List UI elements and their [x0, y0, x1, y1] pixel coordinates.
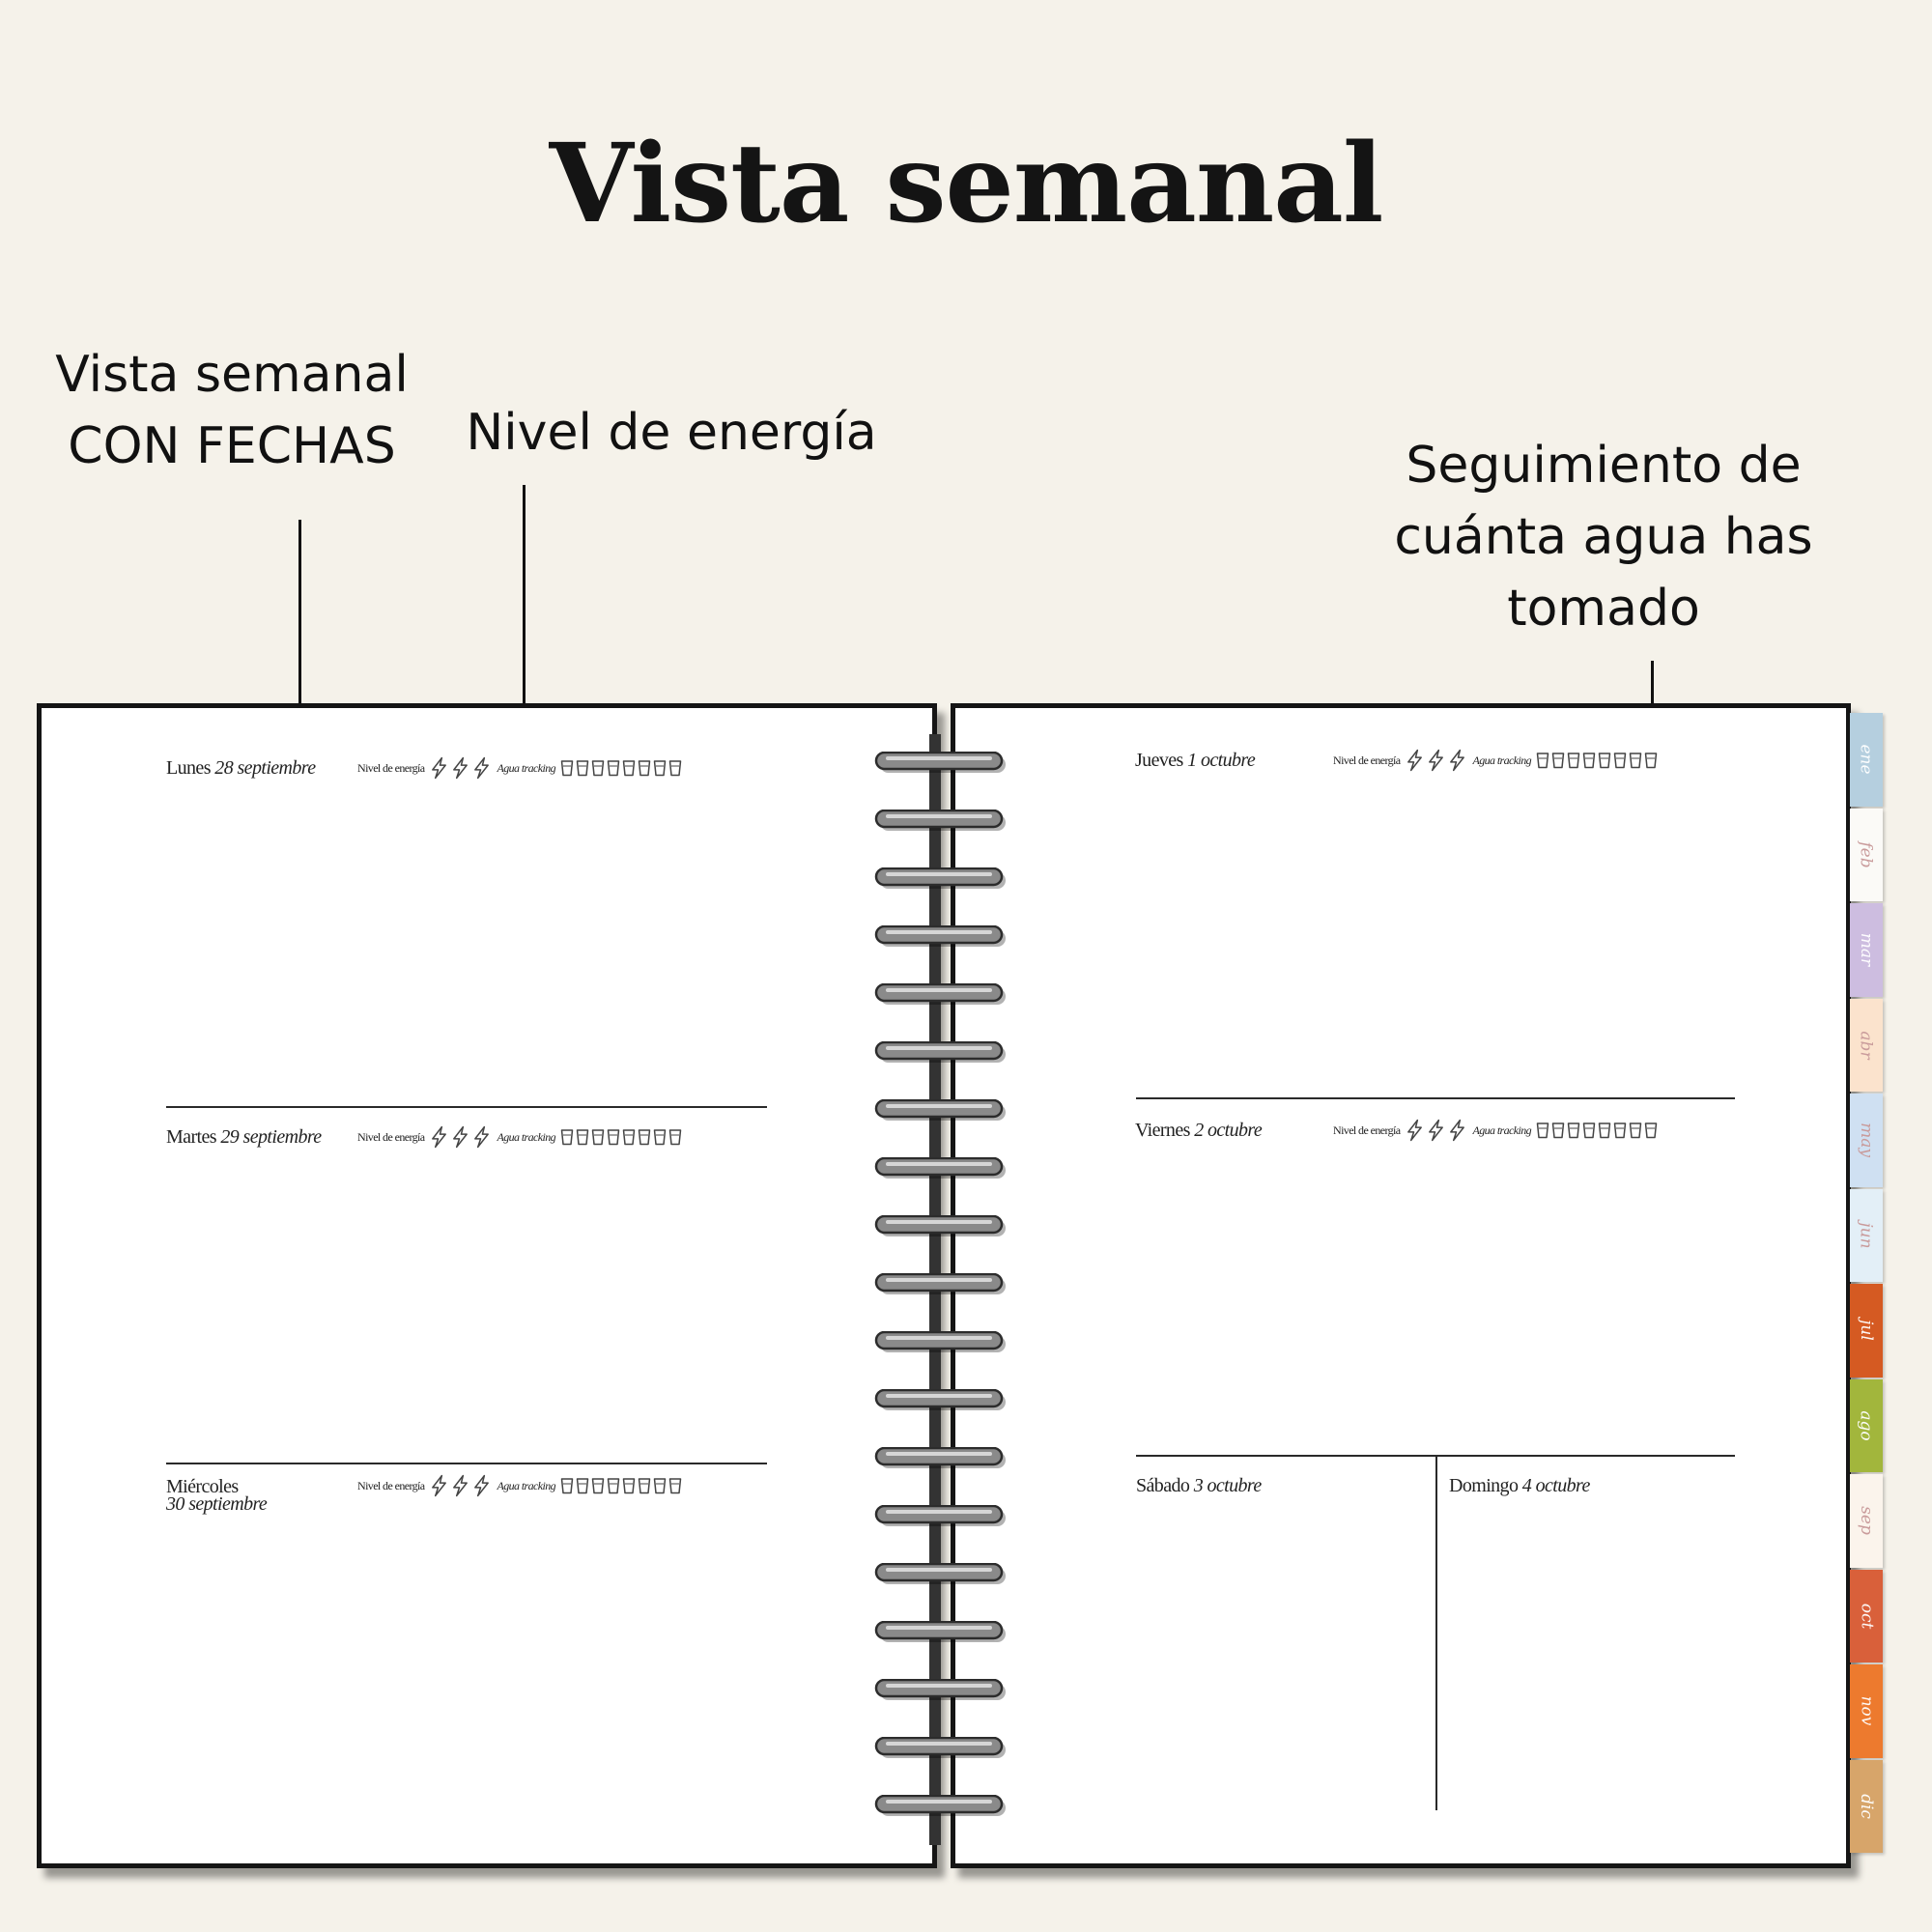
- callout-dates-line1: Vista semanal: [55, 346, 409, 404]
- day-header-thursday: [1135, 749, 1658, 772]
- water-tracking-label: [497, 1479, 555, 1493]
- month-tab-feb[interactable]: [1850, 809, 1883, 902]
- callout-energy-text: Nivel de energía: [466, 404, 877, 462]
- day-header-friday: [1135, 1119, 1658, 1142]
- month-tab-label: dic: [1857, 1793, 1876, 1819]
- lightning-bolt-icon[interactable]: [451, 756, 469, 780]
- day-name: Jueves: [1135, 750, 1183, 771]
- day-name: Lunes: [166, 757, 211, 779]
- callout-water-line1: Seguimiento de: [1406, 437, 1802, 495]
- energy-level-tracker[interactable]: [430, 756, 491, 780]
- water-glass-icon[interactable]: [607, 1128, 620, 1146]
- day-name: Martes: [166, 1126, 216, 1148]
- month-tab-abr[interactable]: [1850, 999, 1883, 1093]
- energy-level-label: Nivel de energía: [357, 1478, 425, 1492]
- month-tab-label: jun: [1856, 1222, 1876, 1249]
- water-glass-icon[interactable]: [1582, 752, 1596, 769]
- month-tab-nov[interactable]: [1850, 1664, 1883, 1758]
- month-tab-mar[interactable]: [1850, 903, 1883, 997]
- spiral-ring: [874, 1389, 1009, 1412]
- month-tab-label: feb: [1857, 841, 1876, 868]
- spiral-ring: [874, 1273, 1009, 1296]
- lightning-bolt-icon[interactable]: [430, 756, 448, 780]
- water-glass-icon[interactable]: [1629, 752, 1642, 769]
- day-header-wednesday: [166, 1478, 682, 1513]
- water-glass-icon[interactable]: [1613, 1122, 1627, 1139]
- spiral-ring: [874, 1737, 1009, 1760]
- water-tracking-label: [1472, 753, 1531, 768]
- water-glass-icon[interactable]: [560, 759, 574, 777]
- water-glass-icon[interactable]: [1644, 1122, 1658, 1139]
- water-glass-icon[interactable]: [638, 1477, 651, 1494]
- water-tracker[interactable]: [560, 1128, 682, 1146]
- water-glass-icon[interactable]: [576, 759, 589, 777]
- water-glass-icon[interactable]: [1613, 752, 1627, 769]
- energy-level-tracker[interactable]: [430, 1125, 491, 1149]
- water-glass-icon[interactable]: [1598, 1122, 1611, 1139]
- spiral-ring: [874, 1795, 1009, 1818]
- water-glass-icon[interactable]: [1629, 1122, 1642, 1139]
- water-glass-icon[interactable]: [653, 759, 667, 777]
- day-name: Miércoles: [166, 1476, 239, 1497]
- water-tracking-label: [1472, 1123, 1531, 1138]
- callout-water-line3: tomado: [1507, 579, 1700, 638]
- callout-water-line2: cuánta agua has: [1394, 507, 1813, 566]
- day-title-sunday: [1449, 1476, 1590, 1495]
- water-glass-icon[interactable]: [591, 1477, 605, 1494]
- water-glass-icon[interactable]: [591, 1128, 605, 1146]
- lightning-bolt-icon[interactable]: [430, 1125, 448, 1149]
- month-tab-label: nov: [1856, 1695, 1876, 1726]
- energy-level-label: Nivel de energía: [1333, 1122, 1401, 1137]
- day-separator: [1136, 1097, 1735, 1099]
- water-glass-icon[interactable]: [653, 1477, 667, 1494]
- day-name: Viernes: [1135, 1120, 1190, 1141]
- day-title-tuesday: [166, 1127, 357, 1147]
- day-header-saturday: [1136, 1476, 1262, 1495]
- month-tab-sep[interactable]: [1850, 1474, 1883, 1568]
- water-glass-icon[interactable]: [1582, 1122, 1596, 1139]
- month-tab-may[interactable]: [1850, 1094, 1883, 1187]
- water-tracking-text: Agua tracking: [1472, 1122, 1532, 1137]
- spiral-ring: [874, 1447, 1009, 1470]
- water-glass-icon[interactable]: [560, 1128, 574, 1146]
- lightning-bolt-icon[interactable]: [451, 1125, 469, 1149]
- callout-water: [1362, 431, 1845, 644]
- weekend-divider: [1435, 1457, 1437, 1810]
- water-glass-icon[interactable]: [1536, 1122, 1549, 1139]
- month-tab-label: ene: [1856, 744, 1876, 775]
- lightning-bolt-icon[interactable]: [472, 756, 491, 780]
- energy-level-tracker[interactable]: [1406, 749, 1466, 772]
- month-tab-jul[interactable]: [1850, 1284, 1883, 1378]
- day-title-monday: [166, 758, 357, 778]
- callout-water-pointer: [1651, 661, 1654, 707]
- water-glass-icon[interactable]: [622, 759, 636, 777]
- day-date: 28 septiembre: [214, 757, 316, 779]
- day-date: 2 octubre: [1194, 1120, 1263, 1141]
- energy-level-label: Nivel de energía: [357, 1129, 425, 1144]
- spiral-ring: [874, 1621, 1009, 1644]
- spiral-ring: [874, 1099, 1009, 1122]
- spiral-ring: [874, 867, 1009, 891]
- month-tab-label: abr: [1857, 1031, 1876, 1060]
- day-date: 3 octubre: [1193, 1475, 1262, 1496]
- callout-dates-line2: CON FECHAS: [68, 416, 396, 475]
- water-tracking-text: Agua tracking: [497, 1129, 556, 1144]
- month-tab-jun[interactable]: [1850, 1189, 1883, 1283]
- day-header-tuesday: [166, 1125, 682, 1149]
- water-tracker[interactable]: [1536, 1122, 1658, 1139]
- energy-level-label: Nivel de energía: [357, 760, 425, 775]
- spiral-ring: [874, 1331, 1009, 1354]
- energy-level-label: Nivel de energía: [1333, 753, 1401, 767]
- water-glass-icon[interactable]: [1536, 752, 1549, 769]
- month-tab-label: ago: [1856, 1410, 1876, 1441]
- water-glass-icon[interactable]: [1567, 752, 1580, 769]
- water-glass-icon[interactable]: [1567, 1122, 1580, 1139]
- water-glass-icon[interactable]: [1598, 752, 1611, 769]
- water-tracking-label: [497, 1130, 555, 1145]
- spiral-ring: [874, 752, 1009, 775]
- callout-energy-pointer: [523, 485, 526, 740]
- lightning-bolt-icon[interactable]: [1406, 1119, 1424, 1142]
- day-date: 30 septiembre: [166, 1493, 268, 1515]
- spiral-ring: [874, 925, 1009, 949]
- water-glass-icon[interactable]: [1551, 752, 1565, 769]
- planner-right-page: [951, 703, 1851, 1868]
- spiral-ring: [874, 1505, 1009, 1528]
- lightning-bolt-icon[interactable]: [472, 1125, 491, 1149]
- day-name: Sábado: [1136, 1475, 1190, 1496]
- day-date: 4 octubre: [1521, 1475, 1590, 1496]
- water-glass-icon[interactable]: [668, 759, 682, 777]
- day-header-monday: [166, 756, 682, 780]
- lightning-bolt-icon[interactable]: [472, 1474, 491, 1497]
- spiral-ring: [874, 1215, 1009, 1238]
- lightning-bolt-icon[interactable]: [1406, 749, 1424, 772]
- water-glass-icon[interactable]: [560, 1477, 574, 1494]
- lightning-bolt-icon[interactable]: [1448, 749, 1466, 772]
- spiral-ring: [874, 1679, 1009, 1702]
- month-tab-label: jul: [1856, 1320, 1876, 1342]
- month-tab-ene[interactable]: [1850, 713, 1883, 807]
- water-glass-icon[interactable]: [668, 1128, 682, 1146]
- water-glass-icon[interactable]: [638, 759, 651, 777]
- water-tracking-label: [497, 761, 555, 776]
- water-glass-icon[interactable]: [576, 1128, 589, 1146]
- water-glass-icon[interactable]: [591, 759, 605, 777]
- spiral-ring: [874, 983, 1009, 1007]
- spiral-ring: [874, 1157, 1009, 1180]
- energy-level-tracker[interactable]: [430, 1474, 491, 1497]
- month-tab-label: mar: [1857, 933, 1877, 967]
- water-tracking-text: Agua tracking: [1472, 753, 1532, 767]
- page-title: Vista semanal: [549, 121, 1383, 247]
- lightning-bolt-icon[interactable]: [1427, 1119, 1445, 1142]
- water-glass-icon[interactable]: [576, 1477, 589, 1494]
- lightning-bolt-icon[interactable]: [1427, 749, 1445, 772]
- wednesday-trackers: [357, 1474, 682, 1497]
- month-tab-label: may: [1857, 1122, 1877, 1158]
- callout-energy: [454, 398, 889, 469]
- water-glass-icon[interactable]: [607, 759, 620, 777]
- day-separator: [166, 1106, 767, 1108]
- water-glass-icon[interactable]: [653, 1128, 667, 1146]
- water-glass-icon[interactable]: [1551, 1122, 1565, 1139]
- lightning-bolt-icon[interactable]: [1448, 1119, 1466, 1142]
- energy-level-tracker[interactable]: [1406, 1119, 1466, 1142]
- day-separator: [166, 1463, 767, 1464]
- month-tab-oct[interactable]: [1850, 1570, 1883, 1663]
- water-glass-icon[interactable]: [622, 1477, 636, 1494]
- day-title-wednesday: [166, 1478, 357, 1513]
- water-tracker[interactable]: [560, 759, 682, 777]
- water-glass-icon[interactable]: [622, 1128, 636, 1146]
- month-tab-ago[interactable]: [1850, 1379, 1883, 1473]
- day-date: 1 octubre: [1187, 750, 1256, 771]
- water-glass-icon[interactable]: [668, 1477, 682, 1494]
- month-tab-label: oct: [1857, 1603, 1876, 1630]
- water-tracking-text: Agua tracking: [497, 1478, 556, 1492]
- water-glass-icon[interactable]: [607, 1477, 620, 1494]
- lightning-bolt-icon[interactable]: [430, 1474, 448, 1497]
- water-tracker[interactable]: [1536, 752, 1658, 769]
- day-title-friday: [1135, 1121, 1333, 1140]
- day-title-saturday: [1136, 1476, 1262, 1495]
- planner-left-page: [37, 703, 937, 1868]
- spiral-ring: [874, 1041, 1009, 1065]
- spiral-ring: [874, 1563, 1009, 1586]
- callout-dates: [39, 340, 425, 483]
- water-glass-icon[interactable]: [638, 1128, 651, 1146]
- water-tracker[interactable]: [560, 1477, 682, 1494]
- water-glass-icon[interactable]: [1644, 752, 1658, 769]
- lightning-bolt-icon[interactable]: [451, 1474, 469, 1497]
- day-name: Domingo: [1449, 1475, 1519, 1496]
- water-tracking-text: Agua tracking: [497, 760, 556, 775]
- month-tab-dic[interactable]: [1850, 1760, 1883, 1854]
- month-tab-label: sep: [1856, 1506, 1876, 1536]
- spiral-ring: [874, 810, 1009, 833]
- day-header-sunday: [1449, 1476, 1590, 1495]
- day-title-thursday: [1135, 751, 1333, 770]
- day-date: 29 septiembre: [220, 1126, 322, 1148]
